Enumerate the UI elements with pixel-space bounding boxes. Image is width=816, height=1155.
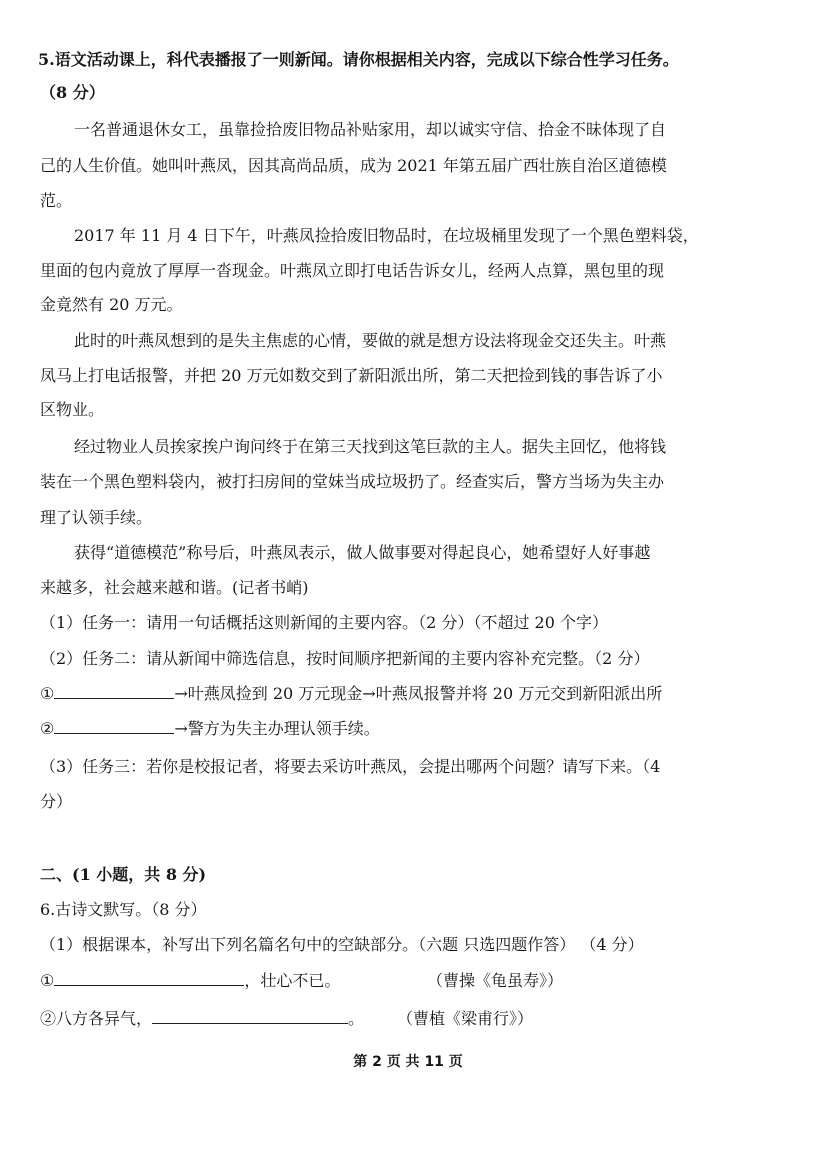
news-paragraph-4-line-3: 理了认领手续。 [40, 508, 153, 527]
news-paragraph-5-line-2: 来越多，社会越来越和谐。(记者书峭) [40, 578, 309, 597]
task-3-line-2: 分） [40, 792, 73, 811]
news-paragraph-1-line-1: 一名普通退休女工，虽靠捡拾废旧物品补贴家用，却以诚实守信、拾金不昧体现了自 [74, 120, 667, 139]
footer-prefix: 第 [353, 1054, 368, 1070]
q6-item-1-blank[interactable] [54, 971, 244, 986]
page-footer [0, 1051, 816, 1071]
question-6-stem: 6.古诗文默写。（8 分） [40, 900, 207, 919]
task-2-row-2 [40, 718, 380, 740]
task-2-row-1 [40, 683, 662, 705]
section-2-heading: 二、(1 小题，共 8 分) [40, 865, 207, 884]
q6-item-2-after: 。 [348, 1009, 365, 1028]
footer-total-pages: 11 [424, 1054, 444, 1070]
news-paragraph-1-line-3: 范。 [40, 191, 73, 210]
news-paragraph-3-line-2: 凤马上打电话报警，并把 20 万元如数交到了新阳派出所，第二天把捡到钱的事告诉了小 [40, 366, 663, 385]
question-5-stem: 5.语文活动课上，科代表播报了一则新闻。请你根据相关内容，完成以下综合性学习任务。 [38, 50, 679, 69]
q6-item-1-source: （曹操《龟虽寿》） [427, 971, 564, 990]
news-paragraph-4-line-1: 经过物业人员挨家挨户询问终于在第三天找到这笔巨款的主人。据失主回忆，他将钱 [74, 437, 667, 456]
task-2: （2）任务二：请从新闻中筛选信息，按时间顺序把新闻的主要内容补充完整。（2 分） [40, 649, 650, 668]
task-2-answer-blank-1[interactable] [54, 684, 174, 699]
q6-item-2-blank[interactable] [152, 1009, 348, 1024]
news-paragraph-2-line-3: 金竟然有 20 万元。 [40, 295, 183, 314]
question-5-score: （8 分） [40, 83, 105, 102]
q6-item-2-before: ②八方各异气， [40, 1009, 153, 1028]
footer-middle: 页 共 [386, 1054, 420, 1070]
news-paragraph-2-line-1: 2017 年 11 月 4 日下午，叶燕凤捡拾废旧物品时，在垃圾桶里发现了一个黑色塑料袋， [74, 226, 699, 245]
q6-item-1-number: ① [40, 971, 55, 990]
task-2-row-2-number: ② [40, 719, 55, 738]
q6-item-1-after: ，壮心不已。 [244, 971, 341, 990]
question-6-item-1 [40, 970, 340, 992]
news-paragraph-1-line-2: 己的人生价值。她叫叶燕凤，因其高尚品质，成为 2021 年第五届广西壮族自治区道德模 [40, 156, 667, 175]
news-paragraph-4-line-2: 装在一个黑色塑料袋内，被打扫房间的堂妹当成垃圾扔了。经查实后，警方当场为失主办 [40, 472, 665, 491]
question-6-sub-1: （1）根据课本，补写出下列名篇名句中的空缺部分。（六题 只选四题作答） （4 分） [40, 935, 644, 954]
task-2-row-2-text: →警方为失主办理认领手续。 [174, 719, 380, 738]
task-3-line-1: （3）任务三：若你是校报记者，将要去采访叶燕凤，会提出哪两个问题？请写下来。（4 [40, 757, 661, 776]
task-2-row-1-text: →叶燕凤捡到 20 万元现金→叶燕凤报警并将 20 万元交到新阳派出所 [174, 684, 663, 703]
footer-suffix: 页 [448, 1054, 463, 1070]
news-paragraph-2-line-2: 里面的包内竟放了厚厚一沓现金。叶燕凤立即打电话告诉女儿，经两人点算，黑包里的现 [40, 261, 665, 280]
task-2-answer-blank-2[interactable] [54, 719, 174, 734]
task-2-row-1-number: ① [40, 684, 55, 703]
question-6-item-2 [40, 1008, 364, 1030]
q6-item-2-source: （曹植《梁甫行》） [397, 1009, 534, 1028]
footer-page-number: 2 [372, 1054, 382, 1070]
task-1: （1）任务一：请用一句话概括这则新闻的主要内容。（2 分）（不超过 20 个字） [40, 613, 608, 632]
news-paragraph-3-line-1: 此时的叶燕凤想到的是失主焦虑的心情，要做的就是想方设法将现金交还失主。叶燕 [74, 331, 667, 350]
news-paragraph-5-line-1: 获得“道德模范”称号后，叶燕凤表示，做人做事要对得起良心，她希望好人好事越 [74, 543, 651, 562]
news-paragraph-3-line-3: 区物业。 [40, 400, 105, 419]
